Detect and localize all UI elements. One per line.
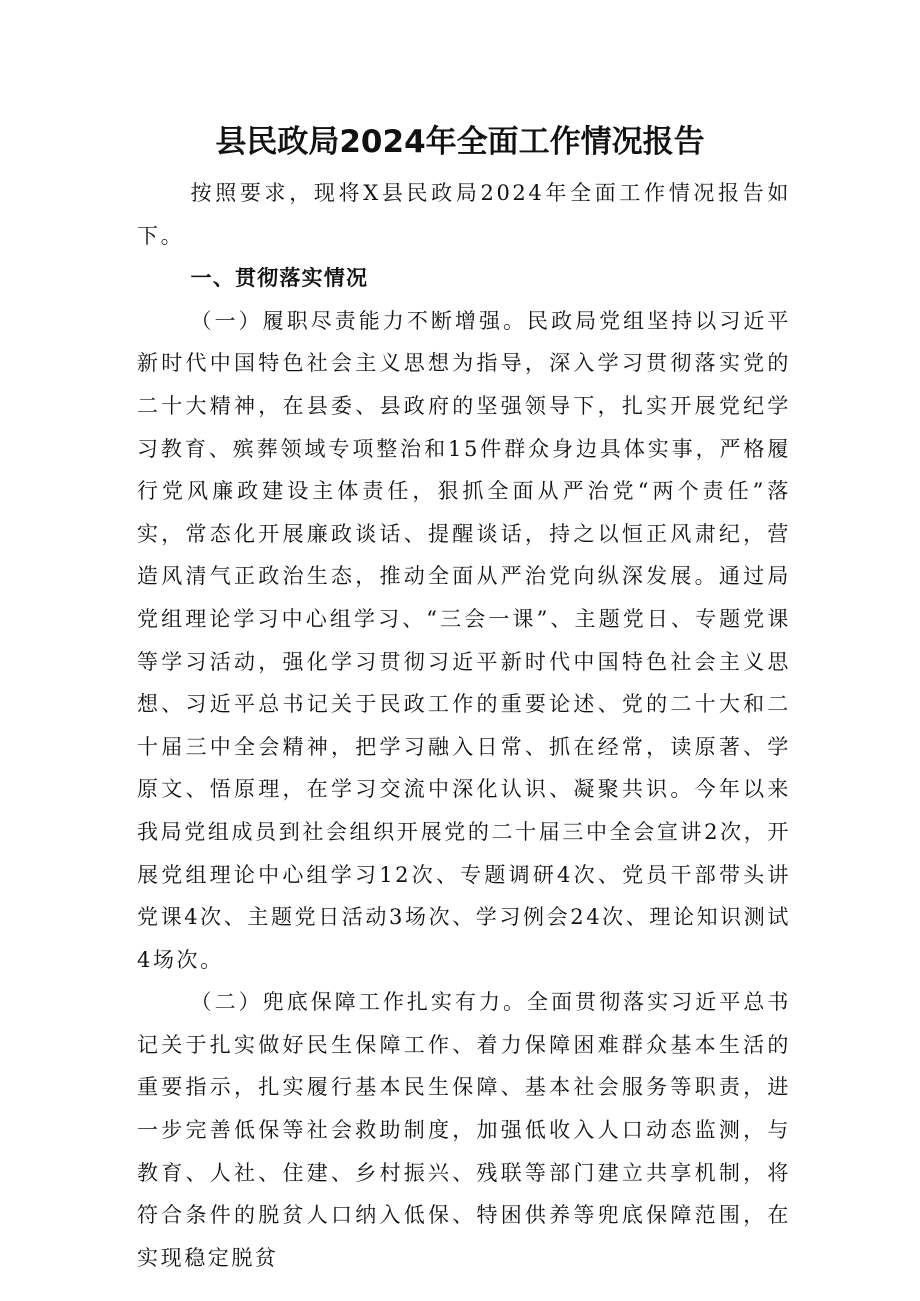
intro-paragraph: 按照要求，现将X县民政局2024年全面工作情况报告如下。: [137, 181, 791, 248]
document-title: 县民政局2024年全面工作情况报告: [215, 124, 705, 160]
document-body: [137, 172, 791, 1279]
body-paragraph-1: （一）履职尽责能力不断增强。民政局党组坚持以习近平新时代中国特色社会主义思想为指导，深入学习贯彻落实党的二十大精神，在县委、县政府的坚强领导下，扎实开展党纪学习教育、殡葬领域专项整治和15件群众身边具体实事，严格履行党风廉政建设主体责任，狠抓全面从严治党“两个责任”落实，常态化开展廉政谈话、提醒谈话，持之以恒正风肃纪，营造风清气正政治生态，推动全面从严治党向纵深发展。通过局党组理论学习中心组学习、“三会一课”、主题党日、专题党课等学习活动，强化学习贯彻习近平新时代中国特色社会主义思想、习近平总书记关于民政工作的重要论述、党的二十大和二十届三中全会精神，把学习融入日常、抓在经常，读原著、学原文、悟原理，在学习交流中深化认识、凝聚共识。今年以来我局党组成员到社会组织开展党的二十届三中全会宣讲2次，开展党组理论中心组学习12次、专题调研4次、党员干部带头讲党课4次、主题党日活动3场次、学习例会24次、理论知识测试4场次。: [137, 308, 791, 972]
body-paragraph-2: （二）兜底保障工作扎实有力。全面贯彻落实习近平总书记关于扎实做好民生保障工作、着力保障困难群众基本生活的重要指示，扎实履行基本民生保障、基本社会服务等职责，进一步完善低保等社会救助制度，加强低收入人口动态监测，与教育、人社、住建、乡村振兴、残联等部门建立共享机制，将符合条件的脱贫人口纳入低保、特困供养等兜底保障范围，在实现稳定脱贫: [137, 990, 791, 1270]
section-heading: 一、贯彻落实情况: [190, 266, 369, 291]
